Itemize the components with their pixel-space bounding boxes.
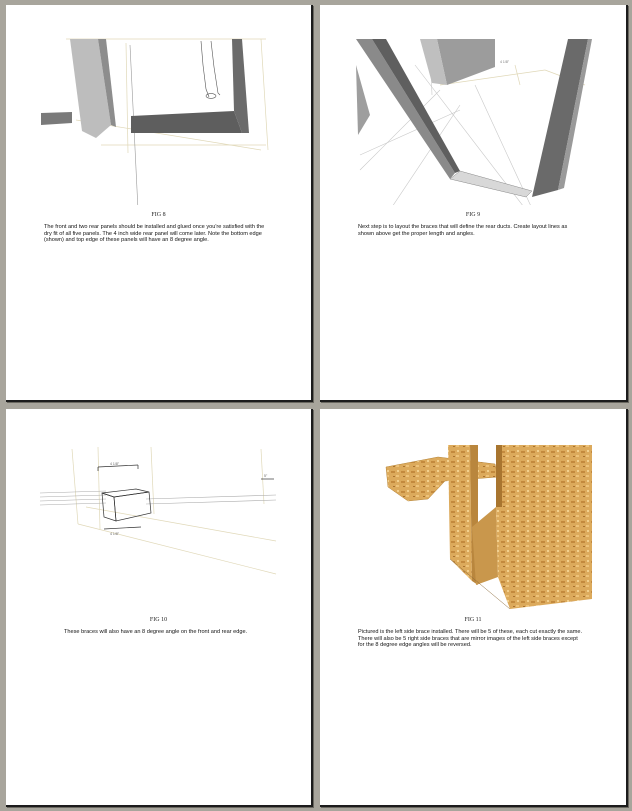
- svg-text:4 1/8": 4 1/8": [500, 60, 510, 64]
- document-page-fig-9: [320, 5, 628, 402]
- svg-text:5": 5": [264, 474, 268, 478]
- document-page-fig-8: [6, 5, 313, 402]
- fig-label: FIG 11: [464, 617, 482, 623]
- fig-label: FIG 9: [465, 212, 481, 218]
- caption-text: These braces will also have an 8 degree angle on the front and rear edge.: [64, 629, 248, 635]
- svg-text:4 1/8": 4 1/8": [110, 532, 120, 536]
- caption-text: Pictured is the left side brace installed. There will be 5 of these, each cut exactly the same. There will also be 5 right side braces that are mirror images of the left side braces except for the 8 degree edge angles will be reversed.: [358, 629, 583, 648]
- caption-text: Next step is to layout the braces that will define the rear ducts. Create layout lines as shown above get the proper length and angles.: [358, 224, 568, 237]
- svg-text:4 1/8": 4 1/8": [110, 462, 120, 466]
- fig-9-illustration: [320, 5, 626, 205]
- caption-text: The front and two rear panels should be installed and glued once you're satisfied with the dry fit of all five panels. The 4 inch wide rear panel will come later. Note the bottom edge (shown) and top edge of these panels will have an 8 degree angle.: [44, 224, 265, 243]
- fig-label: FIG 8: [151, 212, 166, 218]
- fig-11-illustration: [320, 409, 626, 609]
- fig-10-illustration: [6, 409, 311, 609]
- document-page-fig-10: [6, 409, 313, 807]
- document-page-fig-11: [320, 409, 628, 807]
- fig-label: FIG 10: [149, 617, 168, 623]
- fig-8-illustration: [6, 5, 311, 205]
